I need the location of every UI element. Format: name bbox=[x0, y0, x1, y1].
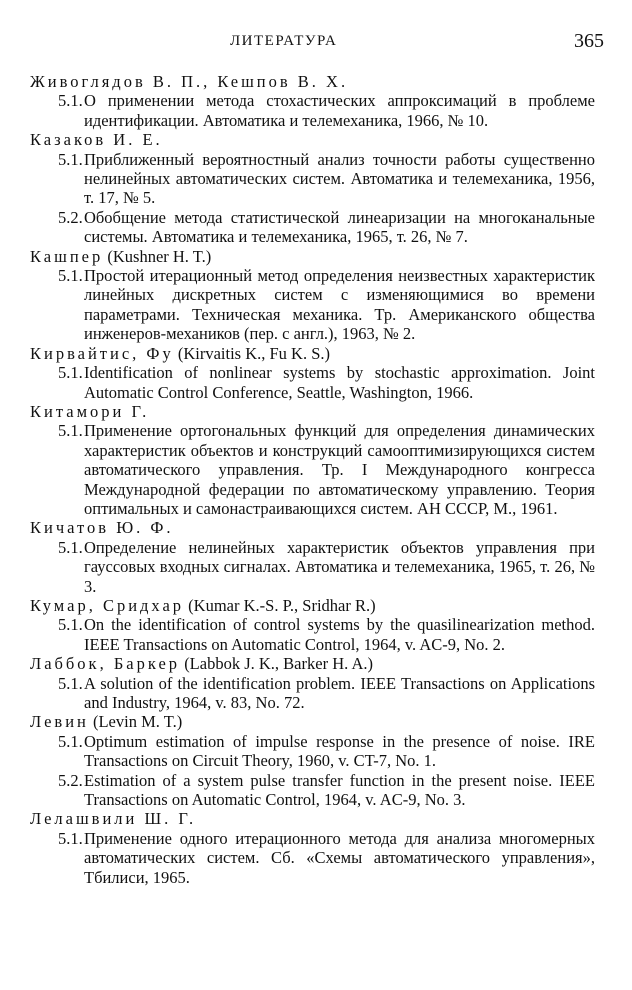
item-number: 5.1. bbox=[58, 731, 83, 751]
author-name: Кумар, Сридхар bbox=[30, 595, 185, 615]
item-citation: Identification of nonlinear systems by stochastic approximation. Joint Automatic Control Conference, Seattle, Washington, 1966. bbox=[84, 363, 595, 402]
item-citation: Optimum estimation of impulse response in the presence of noise. IRE Transactions on Circuit Theory, 1960, v. CT-7, No. 1. bbox=[84, 731, 595, 771]
author-heading bbox=[30, 654, 595, 673]
author-name: Живоглядов В. П., Кешпов В. Х. bbox=[30, 72, 349, 91]
item-number: 5.1. bbox=[58, 537, 83, 557]
author-latin-name: (Kushner H. T.) bbox=[103, 246, 212, 266]
author-heading bbox=[30, 72, 595, 91]
bibliography-item bbox=[30, 771, 595, 810]
item-number: 5.1. bbox=[58, 149, 83, 169]
author-latin-name: (Levin M. T.) bbox=[88, 712, 183, 732]
item-number: 5.1. bbox=[58, 828, 83, 848]
author-latin-name: (Kirvaitis K., Fu K. S.) bbox=[173, 343, 331, 363]
bibliography-item bbox=[30, 829, 595, 887]
item-number: 5.1. bbox=[58, 266, 83, 286]
author-heading bbox=[30, 518, 595, 537]
author-entry bbox=[30, 809, 595, 887]
item-citation: О применении метода стохастических аппроксимаций в проблеме идентификации. Автоматика и телемеханика, 1966, № 10. bbox=[84, 91, 595, 130]
item-number: 5.2. bbox=[58, 770, 83, 790]
author-name: Кирвайтис, Фу bbox=[30, 343, 174, 363]
author-heading bbox=[30, 344, 595, 363]
item-citation: Простой итерационный метод определения неизвестных характеристик линейных дискретных систем с изменяющимися во времени параметрами. Техническая механика. Тр. Американского общества инженеров-механиков (пер. с англ.), 1963, № 2. bbox=[84, 266, 595, 344]
bibliography-item bbox=[30, 266, 595, 344]
item-number: 5.1. bbox=[58, 673, 83, 693]
author-heading bbox=[30, 809, 595, 828]
item-citation: Estimation of a system pulse transfer function in the present noise. IEEE Transactions on Automatic Control, 1964, v. AC-9, No. 3. bbox=[84, 770, 595, 810]
bibliography-item bbox=[30, 615, 595, 654]
author-entry bbox=[30, 130, 595, 246]
item-citation: Приближенный вероятностный анализ точности работы существенно нелинейных автоматических систем. Автоматика и телемеханика, 1956, т. 17, № 5. bbox=[84, 149, 595, 208]
author-heading bbox=[30, 402, 595, 421]
item-number: 5.2. bbox=[58, 207, 83, 227]
author-heading bbox=[30, 247, 595, 266]
item-number: 5.1. bbox=[58, 421, 83, 441]
author-name: Левин bbox=[30, 712, 89, 732]
bibliography-item bbox=[30, 674, 595, 713]
item-citation: On the identification of control systems by the quasilinearization method. IEEE Transactions on Automatic Control, 1964, v. AC-9, No. 2. bbox=[84, 615, 595, 654]
author-entry bbox=[30, 596, 595, 654]
author-name: Китамори Г. bbox=[30, 401, 150, 421]
author-entry bbox=[30, 402, 595, 518]
page-number: 365 bbox=[574, 30, 604, 52]
author-heading bbox=[30, 596, 595, 615]
author-latin-name: (Labbok J. K., Barker H. A.) bbox=[180, 654, 373, 674]
author-name: Казаков И. Е. bbox=[30, 130, 163, 150]
item-number: 5.1. bbox=[58, 615, 83, 635]
item-citation: Обобщение метода статистической линеаризации на многоканальные системы. Автоматика и телемеханика, 1965, т. 26, № 7. bbox=[84, 207, 595, 247]
bibliography-list bbox=[30, 72, 595, 887]
author-entry bbox=[30, 344, 595, 402]
bibliography-item bbox=[30, 732, 595, 771]
bibliography-item bbox=[30, 150, 595, 208]
author-name: Кичатов Ю. Ф. bbox=[30, 518, 174, 538]
item-citation: Определение нелинейных характеристик объектов управления при гауссовых входных сигналах. Автоматика и телемеханика, 1965, т. 26, № 3. bbox=[84, 537, 595, 596]
running-head bbox=[0, 30, 632, 54]
author-entry bbox=[30, 654, 595, 712]
running-head-title: ЛИТЕРАТУРА bbox=[230, 33, 338, 49]
item-citation: Применение одного итерационного метода для анализа многомерных автоматических систем. Сб. «Схемы автоматического управления», Тбилиси, 1965. bbox=[84, 828, 595, 887]
author-name: Лаббок, Баркер bbox=[30, 654, 181, 674]
author-entry bbox=[30, 72, 595, 130]
item-citation: A solution of the identification problem. IEEE Transactions on Applications and Industry, 1964, v. 83, No. 72. bbox=[84, 673, 595, 712]
author-name: Лелашвили Ш. Г. bbox=[30, 809, 197, 829]
bibliography-item bbox=[30, 208, 595, 247]
item-citation: Применение ортогональных функций для определения динамических характеристик объектов и конструкций самооптимизирующихся систем автоматического управления. Тр. I Международного конгресса Международной федерации по автоматическому управлению. Теория оптимальных и самонастраивающихся систем. АН СССР, М., 1961. bbox=[84, 421, 595, 518]
author-entry bbox=[30, 712, 595, 809]
bibliography-item bbox=[30, 363, 595, 402]
item-number: 5.1. bbox=[58, 91, 83, 111]
author-heading bbox=[30, 712, 595, 731]
author-entry bbox=[30, 247, 595, 344]
item-number: 5.1. bbox=[58, 363, 83, 383]
author-heading bbox=[30, 130, 595, 149]
author-latin-name: (Kumar K.-S. P., Sridhar R.) bbox=[184, 595, 376, 615]
author-entry bbox=[30, 518, 595, 596]
author-name: Кашпер bbox=[30, 246, 104, 266]
bibliography-item bbox=[30, 538, 595, 596]
bibliography-item bbox=[30, 421, 595, 518]
bibliography-item bbox=[30, 91, 595, 130]
